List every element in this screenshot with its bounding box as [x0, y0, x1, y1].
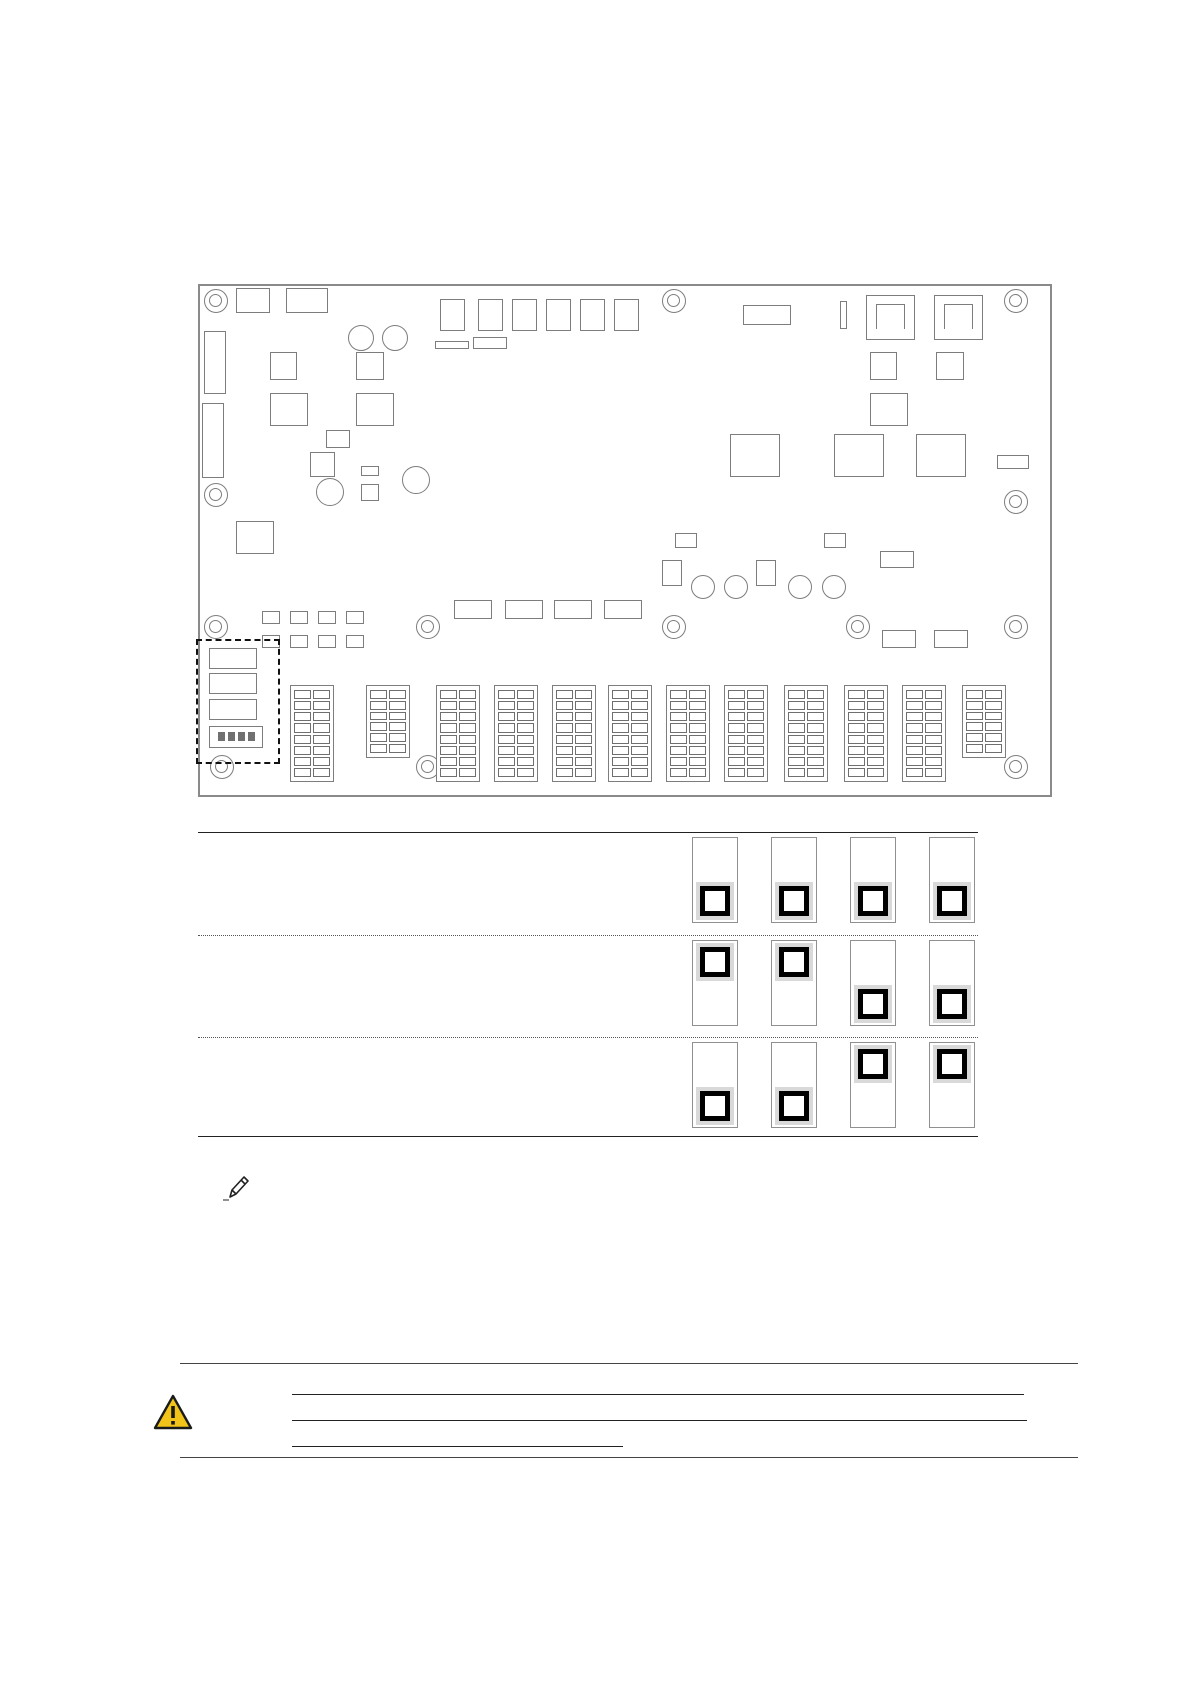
switch-knob — [854, 882, 892, 920]
switch-knob — [696, 943, 734, 981]
switch-knob — [854, 1045, 892, 1083]
dip-switch-4-down — [929, 837, 975, 923]
switch-knob — [775, 1087, 813, 1125]
warning-top-rule — [180, 1363, 1078, 1364]
dip-switch-2-down — [771, 1042, 817, 1128]
dip-switch-1-down — [692, 1042, 738, 1128]
warning-text-line — [292, 1446, 623, 1447]
dip-switch-3-up — [850, 1042, 896, 1128]
warning-bottom-rule — [180, 1457, 1078, 1458]
table-rule — [198, 1037, 978, 1038]
switch-knob — [933, 985, 971, 1023]
dip-switch-2-down — [771, 837, 817, 923]
switch-knob — [854, 985, 892, 1023]
dip-switch-3-down — [850, 940, 896, 1026]
dip-switch-1-down — [692, 837, 738, 923]
dip-switch-4-down — [929, 940, 975, 1026]
pencil-icon — [220, 1170, 254, 1204]
table-rule — [198, 832, 978, 833]
switch-knob — [933, 1045, 971, 1083]
dip-switch-2-up — [771, 940, 817, 1026]
switch-knob — [933, 882, 971, 920]
switch-knob — [696, 882, 734, 920]
table-rule — [198, 935, 978, 936]
dip-switch-4-up — [929, 1042, 975, 1128]
dip-switch-1-up — [692, 940, 738, 1026]
switch-knob — [696, 1087, 734, 1125]
warning-triangle-icon — [152, 1393, 194, 1431]
switch-knob — [775, 943, 813, 981]
dip-switch-3-down — [850, 837, 896, 923]
switch-knob — [775, 882, 813, 920]
warning-text-line — [292, 1394, 1024, 1395]
warning-text-line — [292, 1420, 1027, 1421]
table-rule — [198, 1136, 978, 1137]
